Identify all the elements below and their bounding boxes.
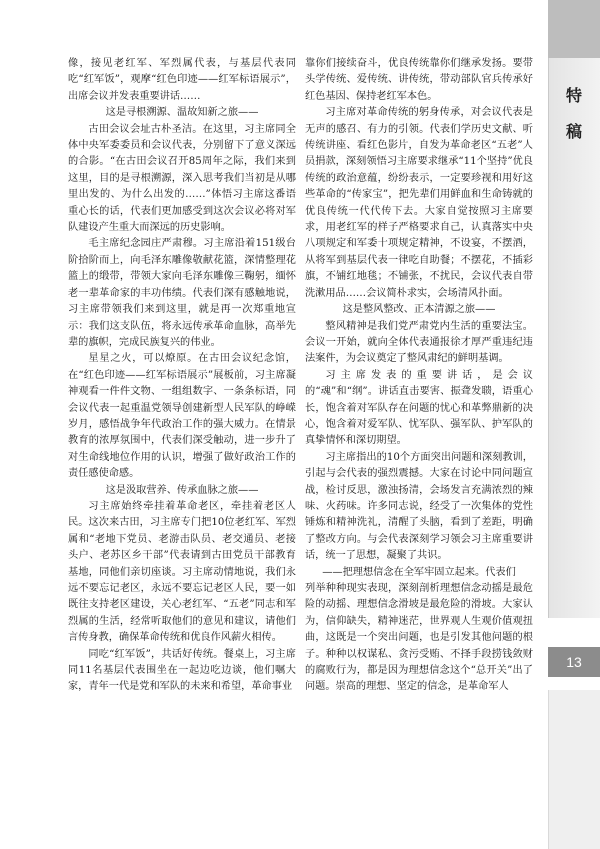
section-tag-char: 特 <box>565 86 582 105</box>
section-heading: 这是寻根溯源、温故知新之旅—— <box>105 107 259 119</box>
sidebar-header-block <box>548 0 600 58</box>
paragraph: 习主席对革命传统的躬身传承，对会议代表是无声的感召、有力的引领。代表们学历史文献、听传统讲座、看红色影片，自发为革命老区“五老”人员捐款，深刻领悟习主席要求继承“11个坚持”优良传统的政治意蕴，纷纷表示，一定要珍视和用好这些革命的“传家宝”，把先辈们用鲜血和生命铸就的优良传统一代代传下去。大家自觉按照习主席要求，用老红军的样子严格要求自己，认真落实中央八项规定和军委十项规定精神，不设宴，不摆酒，从将军到基层代表一律吃自助餐；不摆花，不插彩旗，不铺红地毯；不铺张，不扰民，会议代表自带洗漱用品……会议简朴求实，会场清风扑面。 <box>305 107 533 299</box>
paragraph: 列举种种现实表现，深刻剖析理想信念动摇是最危险的动摇、理想信念滑坡是最危险的滑坡。大家认为，信仰缺失，精神迷茫，世界观人生观价值观扭曲，这既是一个突出问题，也是引发其他问题的根子。种种以权谋私、贪污受贿、不择手段捞钱敛财的腐败行为，都是因为理想信念这个“总开关”出了问题。崇高的理想、坚定的信念，是革命军人 <box>305 583 533 693</box>
paragraph: 靠你们接续奋斗，优良传统靠你们继承发扬。要带头学传统、爱传统、讲传统，带动部队官兵传承好红色基因、保持老红军本色。 <box>305 58 533 102</box>
section-heading: ——把理想信念在全军牢固立起来。代表们 <box>322 566 516 578</box>
section-tag-char: 稿 <box>565 122 582 141</box>
section-tag <box>548 78 600 150</box>
left-text-column <box>68 56 296 846</box>
section-heading: 这是整风整改、正本清源之旅—— <box>342 304 496 316</box>
right-sidebar <box>548 0 600 849</box>
paragraph: 同吃“红军饭”，共话好传统。餐桌上，习主席同11名基层代表围坐在一起边吃边谈，他们嘱大家，青年一代是党和军队的未来和希望，革命事业 <box>68 648 296 693</box>
paragraph: 古田会议会址古朴圣洁。在这里，习主席同全体中央军委委员和会议代表，分别留下了意义深远的合影。“在古田会议召开85周年之际，我们来到这里，目的是寻根溯源，深入思考我们当初是从哪里出发的、为什么出发的……”体悟习主席这番语重心长的话，代表们更加感受到这次会议必将对军队建设产生重大而深远的历史影响。 <box>68 123 296 234</box>
paragraph: 毛主席纪念园庄严肃穆。习主席沿着151级台阶拾阶而上，向毛泽东雕像敬献花篮，深情整理花篮上的缎带，带领大家向毛泽东雕像三鞠躬，缅怀老一辈革命家的丰功伟绩。代表们深有感触地说，习主席带领我们来到这里，就是再一次郑重地宣示：我们这支队伍，将永远传承革命血脉，高举先辈的旗帜，完成民族复兴的伟业。 <box>68 238 296 348</box>
sidebar-footer-block <box>548 690 600 849</box>
paragraph: 整风精神是我们党严肃党内生活的重要法宝。会议一开始，就向全体代表通报徐才厚严重违纪违法案件，为会议奠定了整风肃纪的鲜明基调。 <box>305 320 533 365</box>
page-number: 13 <box>548 647 600 677</box>
paragraph: 星星之火，可以燎原。在古田会议纪念馆，在“红色印迹——红军标语展示”展板前，习主席凝神观看一件件文物、一组组数字、一条条标语，同会议代表一起重温党领导创建新型人民军队的峥嵘岁月，感悟战争年代政治工作的强大威力。在情景教育的浓厚氛围中，代表们深受触动，进一步升了对生命线地位作用的认识，增强了做好政治工作的责任感使命感。 <box>68 353 296 480</box>
right-text-column <box>305 56 533 846</box>
paragraph: 习主席指出的10个方面突出问题和深刻教训，引起与会代表的强烈震撼。大家在讨论中同问题宣战，检讨反思，激浊扬清，会场发言充满浓烈的辣味、火药味。许多同志说，经受了一次集体的党性锤炼和精神洗礼，清醒了头脑，看到了差距，明确了整改方向。与会代表深刻学习领会习主席重要讲话，统一了思想，凝聚了共识。 <box>305 451 533 562</box>
paragraph: 像，接见老红军、军烈属代表，与基层代表同吃“红军饭”，观摩“红色印迹——红军标语展示”，出席会议并发表重要讲话…… <box>68 58 296 102</box>
paragraph: 习主席发表的重要讲话，是会议的“魂”和“纲”。讲话直击要害、振聋发聩，语重心长，饱含着对军队存在问题的忧心和革弊鼎新的决心，饱含着对爱军队、忧军队、强军队、护军队的真挚情怀和深切期望。 <box>305 369 533 447</box>
paragraph: 习主席始终牵挂着革命老区，牵挂着老区人民。这次来古田，习主席专门把10位老红军、军烈属和“老地下党员、老游击队员、老交通员、老接头户、老苏区乡干部”代表请到古田党员干部教育基地，同他们亲切座谈。习主席动情地说，我们永远不要忘记老区，永远不要忘记老区人民，要一如既往支持老区建设，关心老红军、“五老”同志和军烈属的生活，经常听取他们的意见和建议，请他们言传身教，确保革命传统和优良作风薪火相传。 <box>68 500 296 644</box>
section-heading: 这是汲取营养、传承血脉之旅—— <box>105 484 259 496</box>
